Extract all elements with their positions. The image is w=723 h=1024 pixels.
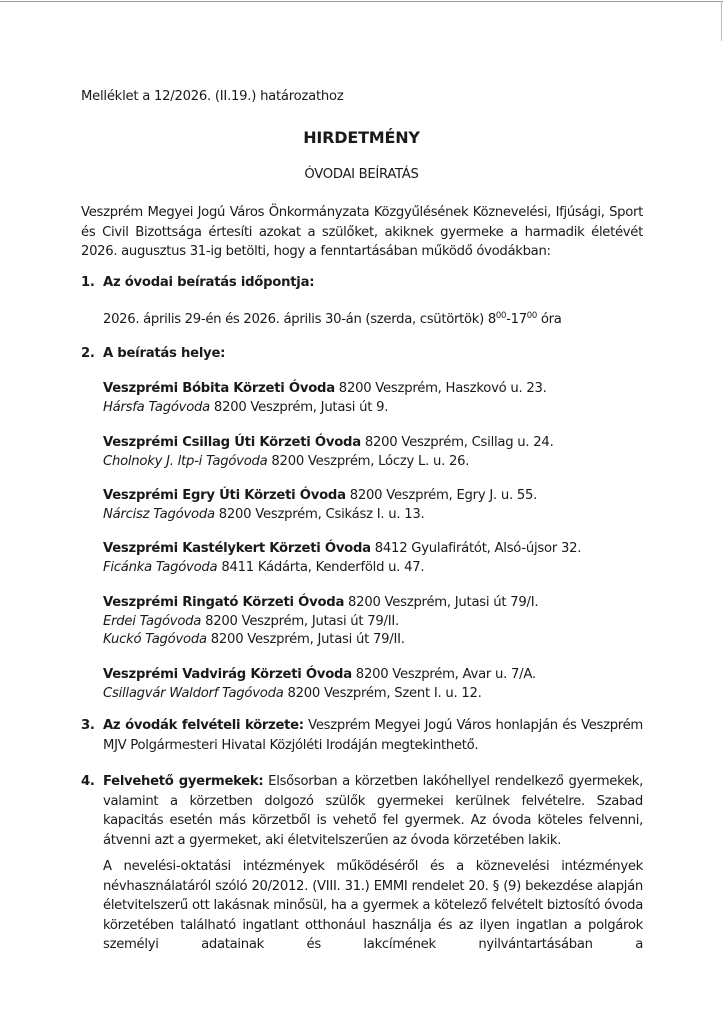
section-title: A beíratás helye: [103, 346, 226, 361]
kindergarten-name: Veszprémi Egry Úti Körzeti Óvoda [103, 488, 346, 503]
section-title: Az óvodai beíratás időpontja: [103, 275, 315, 290]
kindergarten-address: 8200 Veszprém, Avar u. 7/A. [351, 667, 536, 682]
section-text: Veszprém Megyei Jogú Város honlapján és Veszprém MJV Polgármesteri Hivatal Közjóléti Irodáján megtekinthető. [103, 718, 643, 753]
kindergarten-name: Veszprémi Csillag Úti Körzeti Óvoda [103, 435, 361, 450]
member-kindergarten [103, 685, 536, 704]
main-kindergarten [103, 487, 537, 506]
kindergarten-group [103, 380, 547, 417]
kindergarten-group [103, 594, 538, 650]
section-4 [81, 772, 643, 850]
main-kindergarten [103, 380, 547, 399]
member-address: 8200 Veszprém, Jutasi út 79/II. [206, 632, 405, 647]
legal-paragraph: A nevelési-oktatási intézmények működéséről és a köznevelési intézmények névhasználatáról szóló 20/2012. (VIII. 31.) EMMI rendelet 20. § (9) bekezdése alapján életvitelszerű ott lakásnak minősül, ha a gyermek a kötelező felvételt biztosító óvoda körzetében található ingatlant otthonául használja és az ilyen ingatlan a polgárok személyi adatainak és lakcímének nyilvántartásában a [103, 859, 643, 952]
main-kindergarten [103, 666, 536, 685]
document-subtitle: ÓVODAI BEÍRATÁS [304, 167, 419, 182]
section-number: 4. [81, 774, 95, 789]
member-name: Ficánka Tagóvoda [103, 559, 218, 575]
member-kindergarten [103, 559, 581, 578]
scan-right-border [721, 1, 722, 41]
section-3 [81, 716, 643, 755]
member-address: 8200 Veszprém, Jutasi út 9. [209, 399, 389, 415]
section-number: 2. [81, 346, 95, 361]
kindergarten-name: Veszprémi Vadvirág Körzeti Óvoda [103, 667, 352, 682]
kindergarten-name: Veszprémi Bóbita Körzeti Óvoda [103, 381, 335, 396]
member-name: Csillagvár Waldorf Tagóvoda [103, 685, 284, 701]
section-title: Felvehető gyermekek: [103, 774, 264, 789]
member-address: 8411 Kádárta, Kenderföld u. 47. [217, 559, 425, 575]
kindergarten-name: Veszprémi Ringató Körzeti Óvoda [103, 595, 345, 610]
time-start-minutes: 00 [495, 311, 507, 321]
member-kindergarten [103, 613, 538, 632]
member-address: 8200 Veszprém, Jutasi út 79/II. [201, 613, 399, 629]
member-name: Erdei Tagóvoda [103, 613, 202, 629]
kindergarten-address: 8200 Veszprém, Csillag u. 24. [360, 435, 554, 450]
main-kindergarten [103, 434, 554, 453]
member-name: Kuckó Tagóvoda [103, 632, 207, 647]
section-1-heading [81, 275, 314, 290]
member-kindergarten [103, 399, 547, 418]
main-kindergarten [103, 540, 581, 559]
kindergarten-address: 8412 Gyulafirátót, Alsó-újsor 32. [370, 541, 582, 556]
kindergarten-group [103, 666, 536, 703]
section-body [103, 772, 643, 850]
member-kindergarten [103, 506, 537, 525]
section-2-heading [81, 346, 225, 361]
kindergarten-address: 8200 Veszprém, Haszkovó u. 23. [334, 381, 547, 396]
kindergarten-group [103, 434, 554, 471]
member-address: 8200 Veszprém, Szent I. u. 12. [283, 685, 482, 701]
main-kindergarten [103, 594, 538, 613]
document-title: HIRDETMÉNY [303, 128, 420, 147]
member-name: Nárcisz Tagóvoda [103, 506, 215, 522]
annex-reference: Melléklet a 12/2026. (II.19.) határozathoz [81, 89, 344, 104]
time-end-minutes: 00 [526, 311, 537, 321]
kindergarten-group [103, 487, 537, 524]
time-suffix: óra [537, 312, 562, 327]
section-number: 3. [81, 718, 95, 733]
member-kindergarten [103, 453, 554, 472]
member-address: 8200 Veszprém, Csikász I. u. 13. [214, 506, 425, 522]
time-end-hour: -17 [506, 312, 527, 327]
kindergarten-address: 8200 Veszprém, Egry J. u. 55. [345, 488, 538, 503]
kindergarten-group [103, 540, 581, 577]
member-kindergarten [103, 631, 538, 650]
kindergarten-address: 8200 Veszprém, Jutasi út 79/I. [344, 595, 539, 610]
enrollment-date [103, 311, 562, 327]
member-name: Cholnoky J. ltp-i Tagóvoda [103, 453, 268, 469]
date-text: 2026. április 29-én és 2026. április 30-án (szerda, csütörtök) 8 [103, 312, 496, 327]
section-title: Az óvodák felvételi körzete: [103, 718, 304, 733]
scan-top-border [0, 1, 723, 2]
section-number: 1. [81, 275, 95, 290]
section-body [103, 716, 643, 755]
section-text: Elsősorban a körzetben lakóhellyel rendelkező gyermekek, valamint a körzetben dolgozó szülők gyermekei kerülnek felvételre. Szabad kapacitás esetén más körzetből is vehető fel gyermek. Az óvoda köteles felvenni, átvenni azt a gyermeket, aki életvitelszerűen az óvoda körzetében lakik. [103, 774, 643, 848]
intro-paragraph: Veszprém Megyei Jogú Város Önkormányzata Közgyűlésének Köznevelési, Ifjúsági, Sport és Civil Bizottsága értesíti azokat a szülőket, akiknek gyermeke a harmadik életévét 2026. augusztus 31-ig betölti, hogy a fenntartásában működő óvodákban: [81, 205, 643, 259]
kindergarten-name: Veszprémi Kastélykert Körzeti Óvoda [103, 541, 371, 556]
member-name: Hársfa Tagóvoda [103, 399, 210, 415]
member-address: 8200 Veszprém, Lóczy L. u. 26. [267, 453, 470, 469]
